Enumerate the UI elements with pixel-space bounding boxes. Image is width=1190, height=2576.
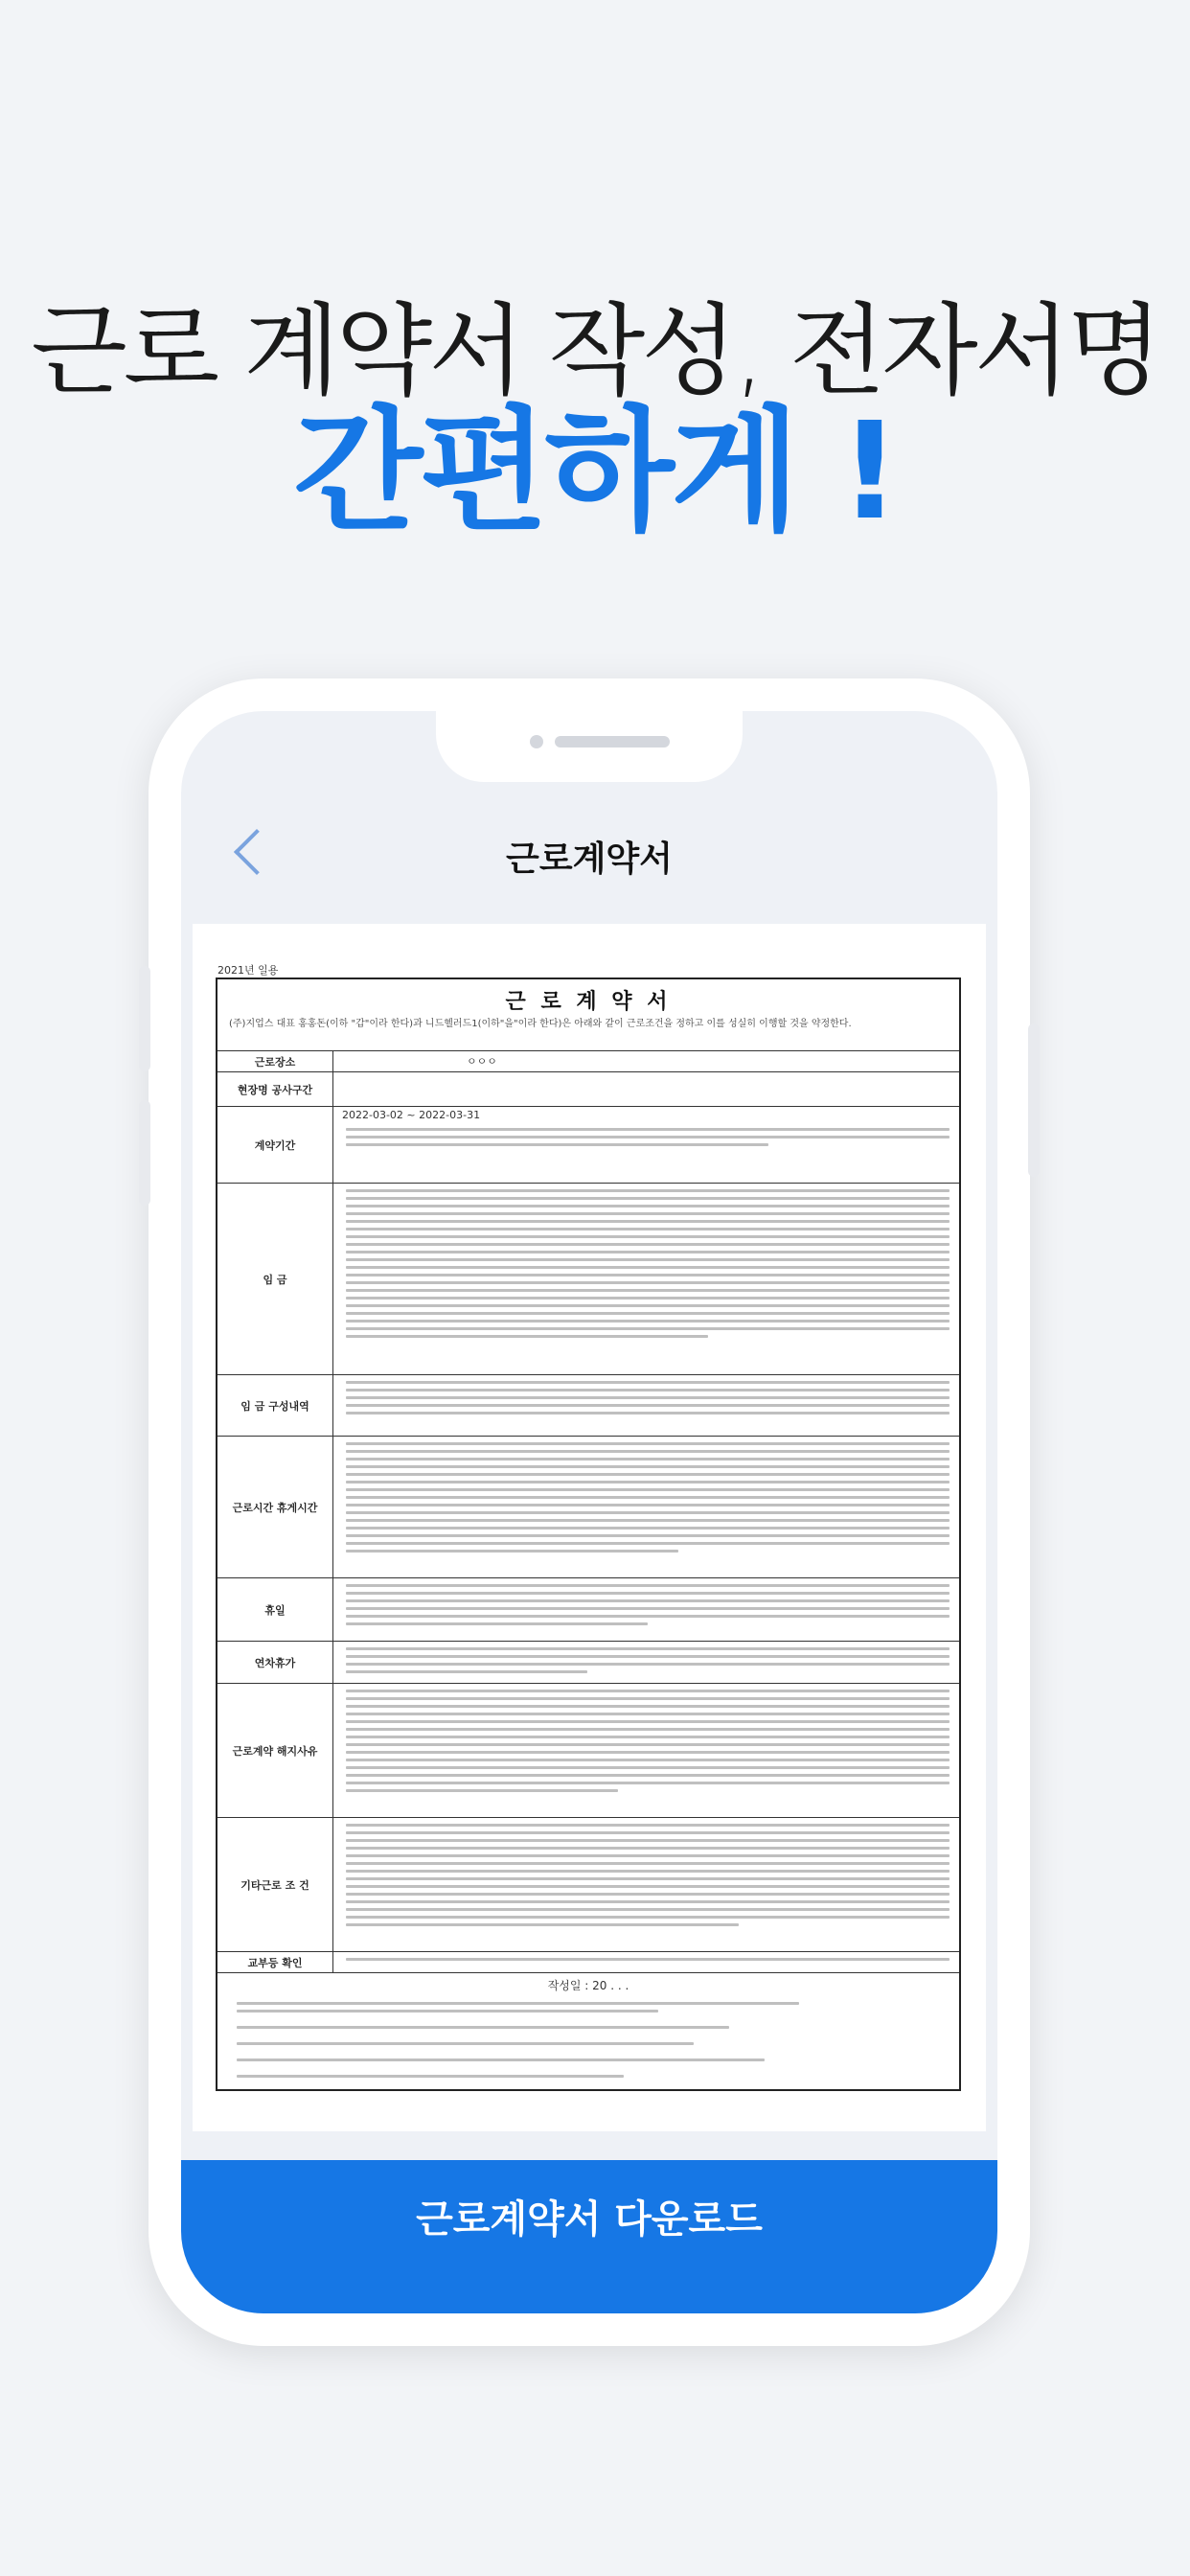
contract-row-text xyxy=(346,1128,950,1180)
contract-row-text xyxy=(346,1690,950,1814)
contract-date-line: 작성일 : 20 . . . xyxy=(547,1979,629,1992)
contract-row-text xyxy=(346,1647,950,1680)
contract-row-label: 임 금 xyxy=(217,1184,333,1375)
page-title: 근로계약서 xyxy=(506,840,673,879)
contract-row-label: 근로장소 xyxy=(217,1051,333,1072)
phone-side-button xyxy=(139,966,150,1071)
contract-title: 근 로 계 약 서 xyxy=(505,990,672,1014)
contract-row-label: 임 금 구성내역 xyxy=(217,1375,333,1437)
contract-signature-block xyxy=(217,1972,959,2090)
headline-line2: 간편하게 ! xyxy=(293,394,897,550)
contract-row-label: 근로시간 휴게시간 xyxy=(217,1437,333,1578)
contract-row-label: 계약기간 xyxy=(217,1107,333,1184)
headline-line1: 근로 계약서 작성, 전자서명 xyxy=(31,292,1159,409)
phone-frame xyxy=(149,678,1030,2346)
contract-row xyxy=(217,1641,959,1684)
contract-document xyxy=(216,962,961,2091)
contract-row-text xyxy=(346,1381,950,1433)
phone-side-button xyxy=(139,1100,150,1206)
contract-row-text xyxy=(346,1958,950,1969)
contract-row-value: ㅇㅇㅇ xyxy=(467,1055,497,1068)
camera-icon xyxy=(530,735,543,748)
phone-screen xyxy=(181,711,997,2313)
download-contract-button[interactable]: 근로계약서 다운로드 xyxy=(181,2160,997,2313)
contract-signature-lines xyxy=(237,2002,940,2086)
contract-row-text xyxy=(346,1442,950,1575)
contract-row xyxy=(217,1183,959,1375)
phone-notch xyxy=(436,711,743,782)
speaker-icon xyxy=(555,736,670,748)
contract-row-label: 기타근로 조 건 xyxy=(217,1818,333,1952)
contract-row xyxy=(217,1817,959,1952)
contract-frame xyxy=(216,978,961,2091)
contract-row-label: 교부등 확인 xyxy=(217,1952,333,1973)
contract-row xyxy=(217,1577,959,1642)
contract-preview xyxy=(193,924,986,2131)
contract-row-value: 2022-03-02 ~ 2022-03-31 xyxy=(342,1109,481,1121)
contract-row-text xyxy=(346,1189,950,1371)
contract-row xyxy=(217,1374,959,1437)
contract-row xyxy=(217,1050,959,1072)
contract-row xyxy=(217,1071,959,1107)
contract-row-label: 휴일 xyxy=(217,1578,333,1642)
contract-row xyxy=(217,1436,959,1578)
phone-side-button xyxy=(1028,1024,1040,1177)
contract-intro: (주)지업스 대표 홍홍돈(이하 "갑"이라 한다)과 니드헬러드1(이하"을"이라 한다)은 아래와 같이 근로조건을 정하고 이를 성실히 이행할 것을 약정한다. xyxy=(229,1019,852,1029)
contract-row xyxy=(217,1683,959,1818)
contract-row-label: 근로계약 해지사유 xyxy=(217,1684,333,1818)
contract-row-text xyxy=(346,1824,950,1948)
contract-row-text xyxy=(346,1584,950,1638)
contract-year-label: 2021년 일용 xyxy=(217,964,279,977)
contract-row xyxy=(217,1951,959,1973)
contract-row xyxy=(217,1106,959,1184)
contract-row-label: 연차휴가 xyxy=(217,1642,333,1684)
contract-row-label: 현장명 공사구간 xyxy=(217,1072,333,1107)
